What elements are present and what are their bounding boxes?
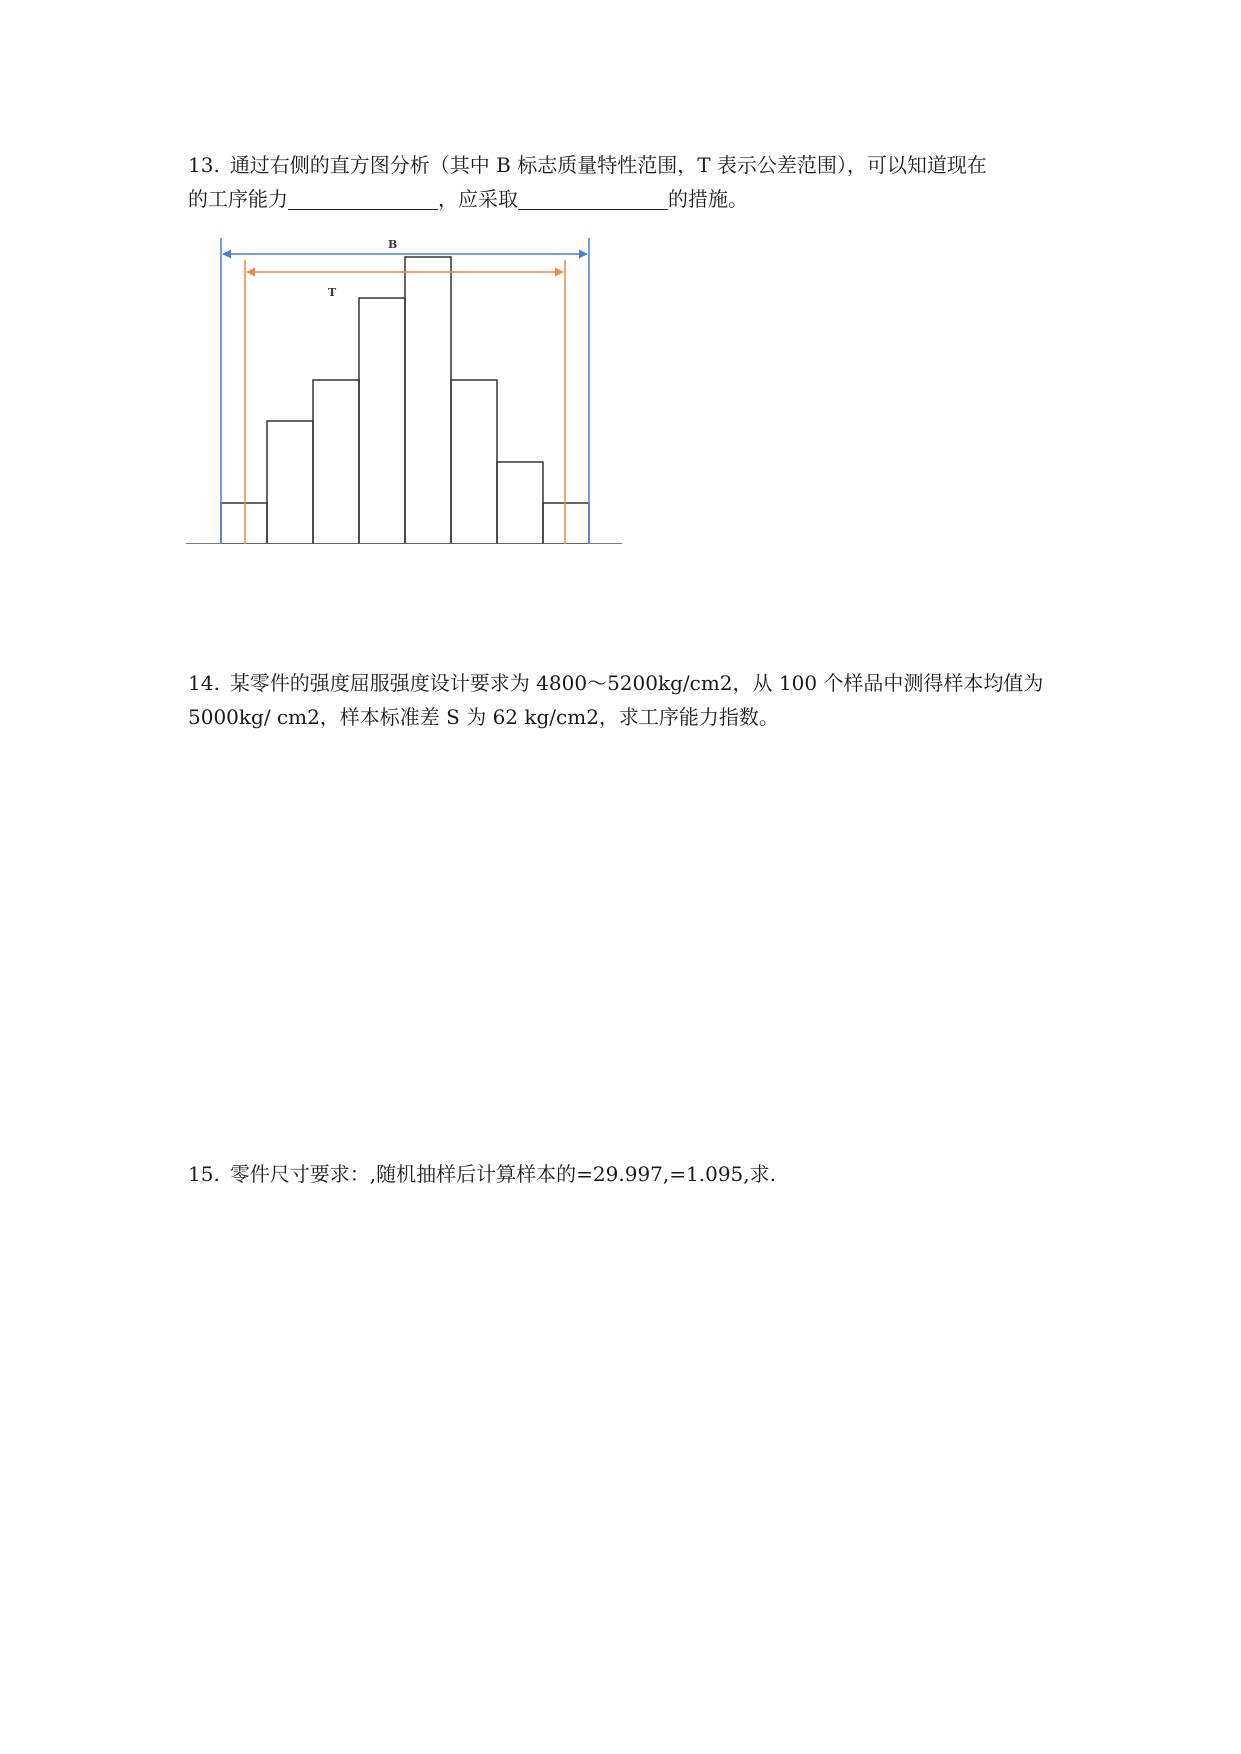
question-13 (188, 148, 1068, 216)
answer-blank-1[interactable] (288, 185, 438, 210)
histogram-bar (451, 380, 497, 544)
histogram-bars (221, 257, 589, 544)
b-label: B (388, 238, 398, 251)
histogram-bar (359, 298, 405, 544)
question-13-text-before: 的工序能力 (188, 187, 288, 211)
question-number: 14. (188, 671, 220, 695)
question-number: 15. (188, 1162, 220, 1186)
question-13-text-middle: ，应采取 (438, 187, 518, 211)
question-13-text-after: 的措施。 (668, 187, 748, 211)
histogram-figure (186, 232, 622, 544)
question-15 (188, 1157, 1068, 1191)
histogram-bar (543, 503, 589, 544)
question-14 (188, 666, 1068, 734)
histogram-bar (221, 503, 267, 544)
question-14-text: 某零件的强度屈服强度设计要求为 4800～5200kg/cm2，从 100 个样品中测得样本均值为 (229, 671, 1044, 695)
histogram-bar (267, 421, 313, 544)
question-15-text: 零件尺寸要求：,随机抽样后计算样本的=29.997,=1.095,求. (229, 1162, 776, 1186)
histogram-bar (497, 462, 543, 544)
question-14-line-2: 5000kg/ cm2，样本标准差 S 为 62 kg/cm2，求工序能力指数。 (188, 705, 779, 729)
question-number: 13. (188, 153, 220, 177)
t-label: T (328, 286, 337, 299)
question-13-line-2 (188, 182, 1068, 216)
histogram-bar (405, 257, 451, 544)
histogram-bar (313, 380, 359, 544)
answer-blank-2[interactable] (518, 185, 668, 210)
question-14-line-1 (188, 666, 1068, 700)
question-13-line-1 (188, 148, 1068, 182)
question-13-text: 通过右侧的直方图分析（其中 B 标志质量特性范围，T 表示公差范围），可以知道现在 (229, 153, 987, 177)
